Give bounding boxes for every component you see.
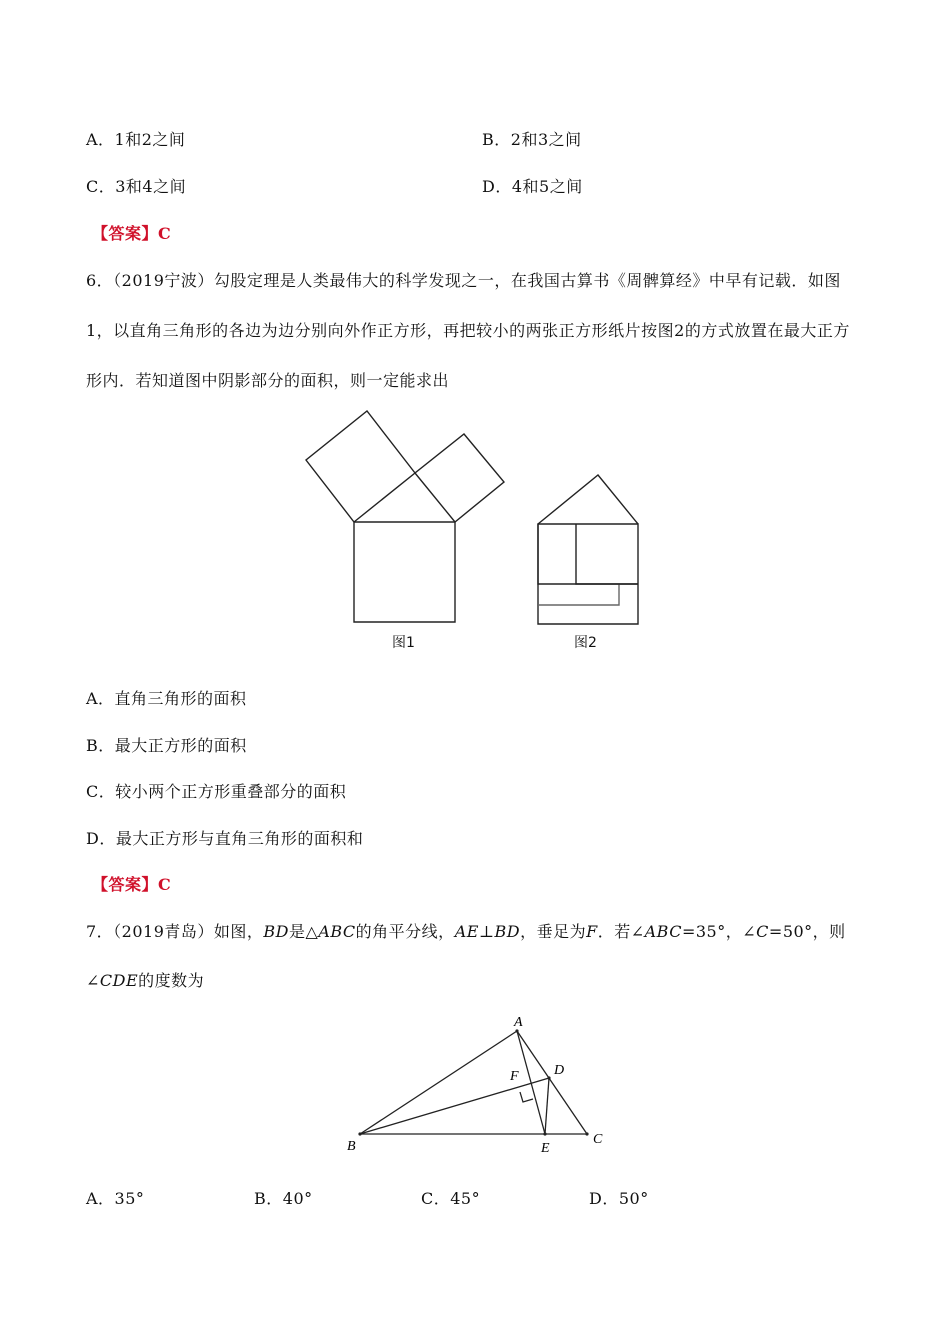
q7-foot: ，垂足为 [520, 922, 587, 941]
q6-option-a: A．直角三角形的面积 [86, 689, 247, 708]
q6-option-d: D．最大正方形与直角三角形的面积和 [86, 829, 364, 848]
q7-option-c: C．45° [421, 1189, 481, 1208]
q7-rest: 的度数为 [138, 971, 205, 990]
q7-angle-sign: ∠ [86, 971, 100, 990]
fig1-right-square [415, 434, 504, 522]
q6-option-b: B．最大正方形的面积 [86, 736, 247, 755]
figure-1-caption: 图1 [392, 635, 415, 651]
q7-stem-line2 [86, 968, 204, 991]
figure-2-caption: 图2 [574, 635, 597, 651]
fig1-large-square [354, 522, 455, 622]
segment-ac [517, 1031, 587, 1134]
q7-option-b: B．40° [254, 1189, 313, 1208]
q7-c: C [756, 922, 769, 941]
q7-is: 是△ [289, 922, 319, 941]
q7-stem-line1 [86, 919, 846, 942]
q7-abc2: ABC [644, 922, 682, 941]
figure-2-overlap [530, 470, 650, 630]
segment-ab [360, 1031, 517, 1134]
q7-abc: ABC [318, 922, 356, 941]
q6-stem-line1: 6．（2019宁波）勾股定理是人类最伟大的科学发现之一，在我国古算书《周髀算经》中早有记载．如图 [86, 271, 841, 290]
segment-ae [517, 1031, 545, 1134]
point-a-label: A [514, 1015, 523, 1030]
answer-value: C [158, 224, 172, 243]
q5-option-b: B．2和3之间 [482, 130, 582, 149]
point-e-label: E [541, 1141, 550, 1156]
q5-option-c: C．3和4之间 [86, 177, 187, 196]
fig2-small-square [538, 524, 638, 584]
q7-eq50: =50°，则 [768, 922, 846, 941]
point-f-label: F [510, 1069, 519, 1084]
fig2-medium-square [576, 524, 638, 584]
q5-option-d: D．4和5之间 [482, 177, 583, 196]
q7-f: F [586, 922, 598, 941]
segment-de [545, 1078, 549, 1134]
q7-prefix: 7．（2019青岛）如图， [86, 922, 264, 941]
q7-cde: CDE [99, 971, 139, 990]
fig2-small-square-edge [538, 584, 619, 605]
point-b-label: B [347, 1139, 356, 1154]
q7-option-a: A．35° [86, 1189, 145, 1208]
fig2-triangle [538, 475, 638, 524]
fig1-left-square [306, 411, 415, 522]
answer-tag: 【答案】 [92, 875, 159, 894]
q7-ae: AE [454, 922, 479, 941]
q7-bd: BD [263, 922, 289, 941]
fig2-large-square [538, 524, 638, 624]
q7-bisector: 的角平分线， [355, 922, 455, 941]
q7-eq35: =35°，∠ [681, 922, 757, 941]
q6-stem-line3: 形内．若知道图中阴影部分的面积，则一定能求出 [86, 371, 450, 390]
q7-if: ．若∠ [597, 922, 645, 941]
q7-bd2: BD [494, 922, 521, 941]
q5-answer [92, 221, 171, 244]
answer-tag: 【答案】 [92, 224, 159, 243]
q7-perp: ⊥ [478, 922, 495, 941]
right-angle-mark [520, 1092, 533, 1102]
point-d-label: D [554, 1063, 565, 1078]
figure-triangle-abc [335, 1010, 625, 1160]
q5-option-a: A．1和2之间 [86, 130, 186, 149]
q7-option-d: D．50° [589, 1189, 649, 1208]
q6-option-c: C．较小两个正方形重叠部分的面积 [86, 782, 347, 801]
point-c-label: C [593, 1132, 603, 1147]
segment-bd [360, 1078, 549, 1134]
q6-stem-line2: 1，以直角三角形的各边为边分别向外作正方形，再把较小的两张正方形纸片按图2的方式放置在最大正方 [86, 321, 850, 340]
answer-value: C [158, 875, 172, 894]
figure-1-pythagoras [300, 405, 510, 625]
q6-answer [92, 872, 171, 895]
